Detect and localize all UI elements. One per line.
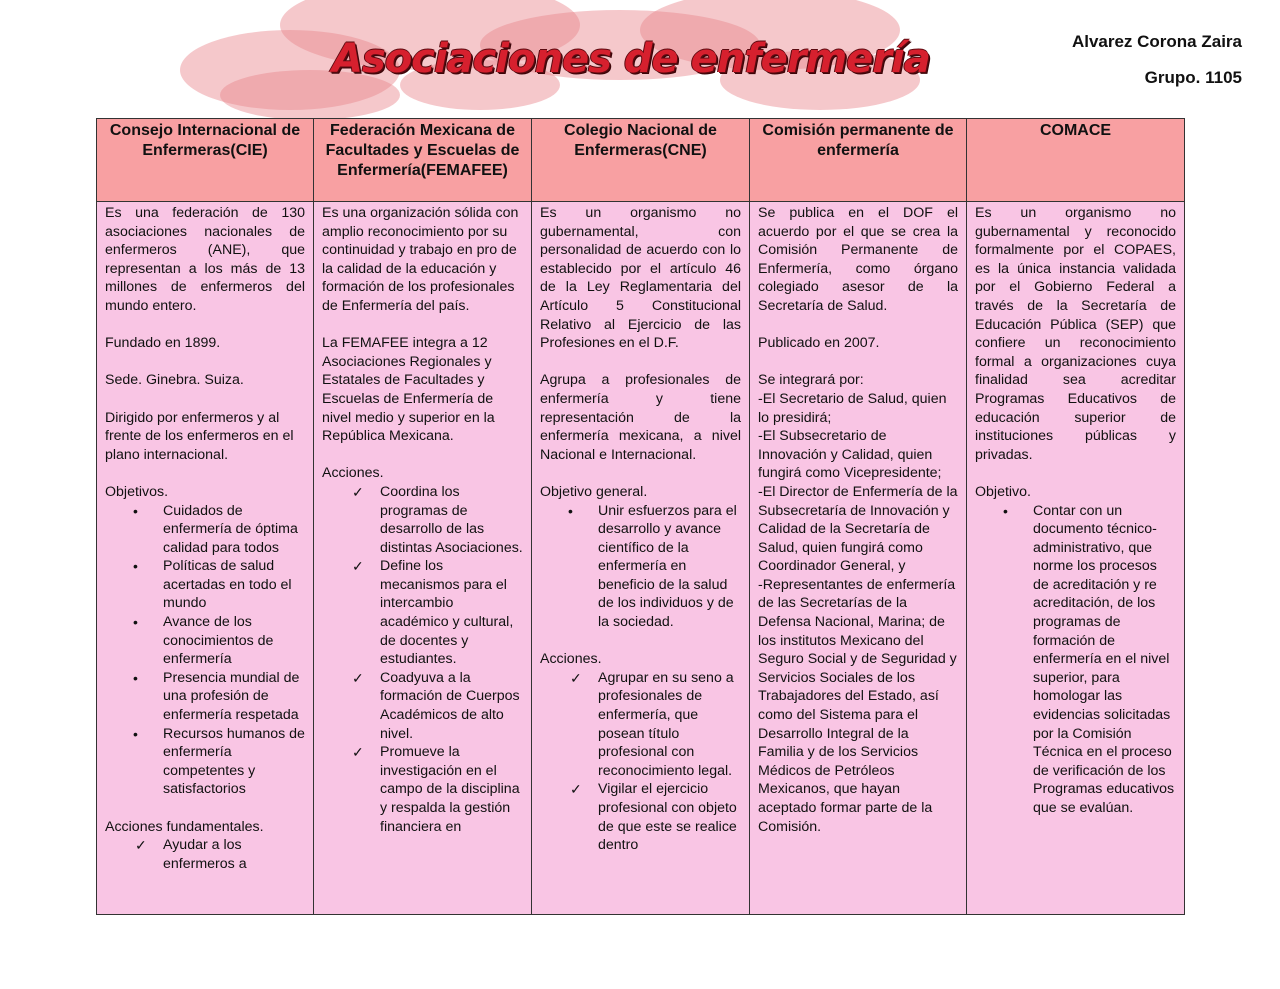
comision-member: -El Subsecretario de Innovación y Calidad, quien fungirá como Vicepresidente; (758, 428, 942, 482)
comace-objective-label: Objetivo. (975, 483, 1031, 500)
column-heading-cie: Consejo Internacional de Enfermeras(CIE) (97, 119, 314, 202)
comision-members-label: Se integrará por: (758, 372, 864, 389)
list-item: • Unir esfuerzos para el desarrollo y avance científico de la enfermería en beneficio de la salud de los individuos y de la sociedad. (598, 502, 741, 632)
cell-femafee (314, 202, 532, 915)
cne-objectives-list (540, 502, 741, 632)
comision-member: -El Director de Enfermería de la Subsecretaría de Innovación y Calidad de la Secretaría de Salud, quien fungirá como Coordinador General, y (758, 483, 958, 575)
comision-member: -Representantes de enfermería de las Secretarías de la Defensa Nacional, Marina; de los institutos Mexicano del Seguro Social y de Seguridad y Servicios Sociales de los Trabajadores del Estado, así como del Sistema para el Desarrollo Integral de la Familia y de los Servicios Médicos de Petróleos Mexicanos, que hayan aceptado formar parte de la Comisión. (758, 576, 957, 835)
column-heading-femafee: Federación Mexicana de Facultades y Escuelas de Enfermería(FEMAFEE) (314, 119, 532, 202)
list-item: ✓ Define los mecanismos para el intercambio académico y cultural, de docentes y estudiantes. (380, 557, 523, 669)
comision-published: Publicado en 2007. (758, 335, 880, 352)
table-header-row (97, 119, 1185, 202)
column-heading-comace: COMACE (967, 119, 1185, 202)
list-item: ✓ Agrupar en su seno a profesionales de enfermería, que posean título profesional con reconocimiento legal. (598, 669, 741, 781)
cie-objectives-label: Objetivos. (105, 483, 169, 500)
list-item: ✓ Promueve la investigación en el campo de la disciplina y respalda la gestión financiera en (380, 743, 523, 836)
cne-actions-list (540, 669, 741, 855)
column-heading-cne: Colegio Nacional de Enfermeras(CNE) (532, 119, 750, 202)
cie-objectives-list (105, 502, 305, 800)
comace-objectives-list (975, 502, 1176, 818)
page-title: Asociaciones de enfermería (332, 36, 930, 82)
femafee-intro: Es una organización sólida con amplio reconocimiento por su continuidad y trabajo en pro de la calidad de la educación y formación de los profesionales de Enfermería del país. (322, 205, 519, 314)
group-label: Grupo. 1105 (1144, 68, 1242, 87)
comision-intro: Se publica en el DOF el acuerdo por el que se crea la Comisión Permanente de Enfermería, como órgano colegiado asesor de la Secretaría de Salud. (758, 205, 958, 314)
list-item: ✓ Vigilar el ejercicio profesional con objeto de que este se realice dentro (598, 780, 741, 854)
list-item: ✓ Ayudar a los enfermeros a (163, 836, 305, 873)
cie-directed: Dirigido por enfermeros y al frente de los enfermeros en el plano internacional. (105, 409, 294, 463)
comace-intro: Es un organismo no gubernamental y reconocido formalmente por el COPAES, es la única instancia validada por el Gobierno Federal a través de la Secretaría de Educación Pública (SEP) que confiere un reconocimiento formal a organizaciones cuya finalidad sea acreditar Programas Educativos de educación superior de instituciones públicas y privadas. (975, 205, 1176, 463)
cie-actions-list (105, 836, 305, 873)
cie-seat: Sede. Ginebra. Suiza. (105, 372, 244, 389)
list-item: • Políticas de salud acertadas en todo el mundo (163, 557, 305, 613)
cell-comace (967, 202, 1185, 915)
femafee-integrates: La FEMAFEE integra a 12 Asociaciones Regionales y Estatales de Facultades y Escuelas de Enfermería de nivel medio y superior en la República Mexicana. (322, 335, 495, 445)
list-item: ✓ Coadyuva a la formación de Cuerpos Académicos de alto nivel. (380, 669, 523, 743)
cne-groups: Agrupa a profesionales de enfermería y tiene representación de la enfermería mexicana, a nivel Nacional e Internacional. (540, 372, 741, 463)
cie-founded: Fundado en 1899. (105, 335, 221, 352)
cne-intro: Es un organismo no gubernamental, con personalidad de acuerdo con lo establecido por el artículo 46 de la Ley Reglamentaria del Artículo 5 Constitucional Relativo al Ejercicio de las Profesiones en el D.F. (540, 205, 741, 352)
list-item: • Contar con un documento técnico-administrativo, que norme los procesos de acreditación y re acreditación, de los programas de formación de enfermería en el nivel superior, para homologar las evidencias solicitadas por la Comisión Técnica en el proceso de verificación de los Programas educativos que se evalúan. (1033, 502, 1176, 818)
comision-member: -El Secretario de Salud, quien lo presidirá; (758, 390, 947, 426)
femafee-actions-label: Acciones. (322, 465, 384, 482)
cell-cne (532, 202, 750, 915)
table-body-row (97, 202, 1185, 915)
cie-actions-label: Acciones fundamentales. (105, 818, 264, 835)
list-item: ✓ Coordina los programas de desarrollo de las distintas Asociaciones. (380, 483, 523, 557)
cie-intro: Es una federación de 130 asociaciones nacionales de enfermeros (ANE), que representan a los más de 13 millones de enfermeros del mundo entero. (105, 205, 305, 314)
list-item: • Cuidados de enfermería de óptima calidad para todos (163, 502, 305, 558)
cne-actions-label: Acciones. (540, 651, 602, 668)
list-item: • Avance de los conocimientos de enfermería (163, 613, 305, 669)
cne-objective-label: Objetivo general. (540, 483, 648, 500)
column-heading-comision: Comisión permanente de enfermería (750, 119, 967, 202)
list-item: • Recursos humanos de enfermería competentes y satisfactorios (163, 725, 305, 799)
list-item: • Presencia mundial de una profesión de enfermería respetada (163, 669, 305, 725)
author-name: Alvarez Corona Zaira (1071, 32, 1242, 51)
cell-comision (750, 202, 967, 915)
femafee-actions-list (322, 483, 523, 836)
associations-table (96, 118, 1185, 915)
cell-cie (97, 202, 314, 915)
